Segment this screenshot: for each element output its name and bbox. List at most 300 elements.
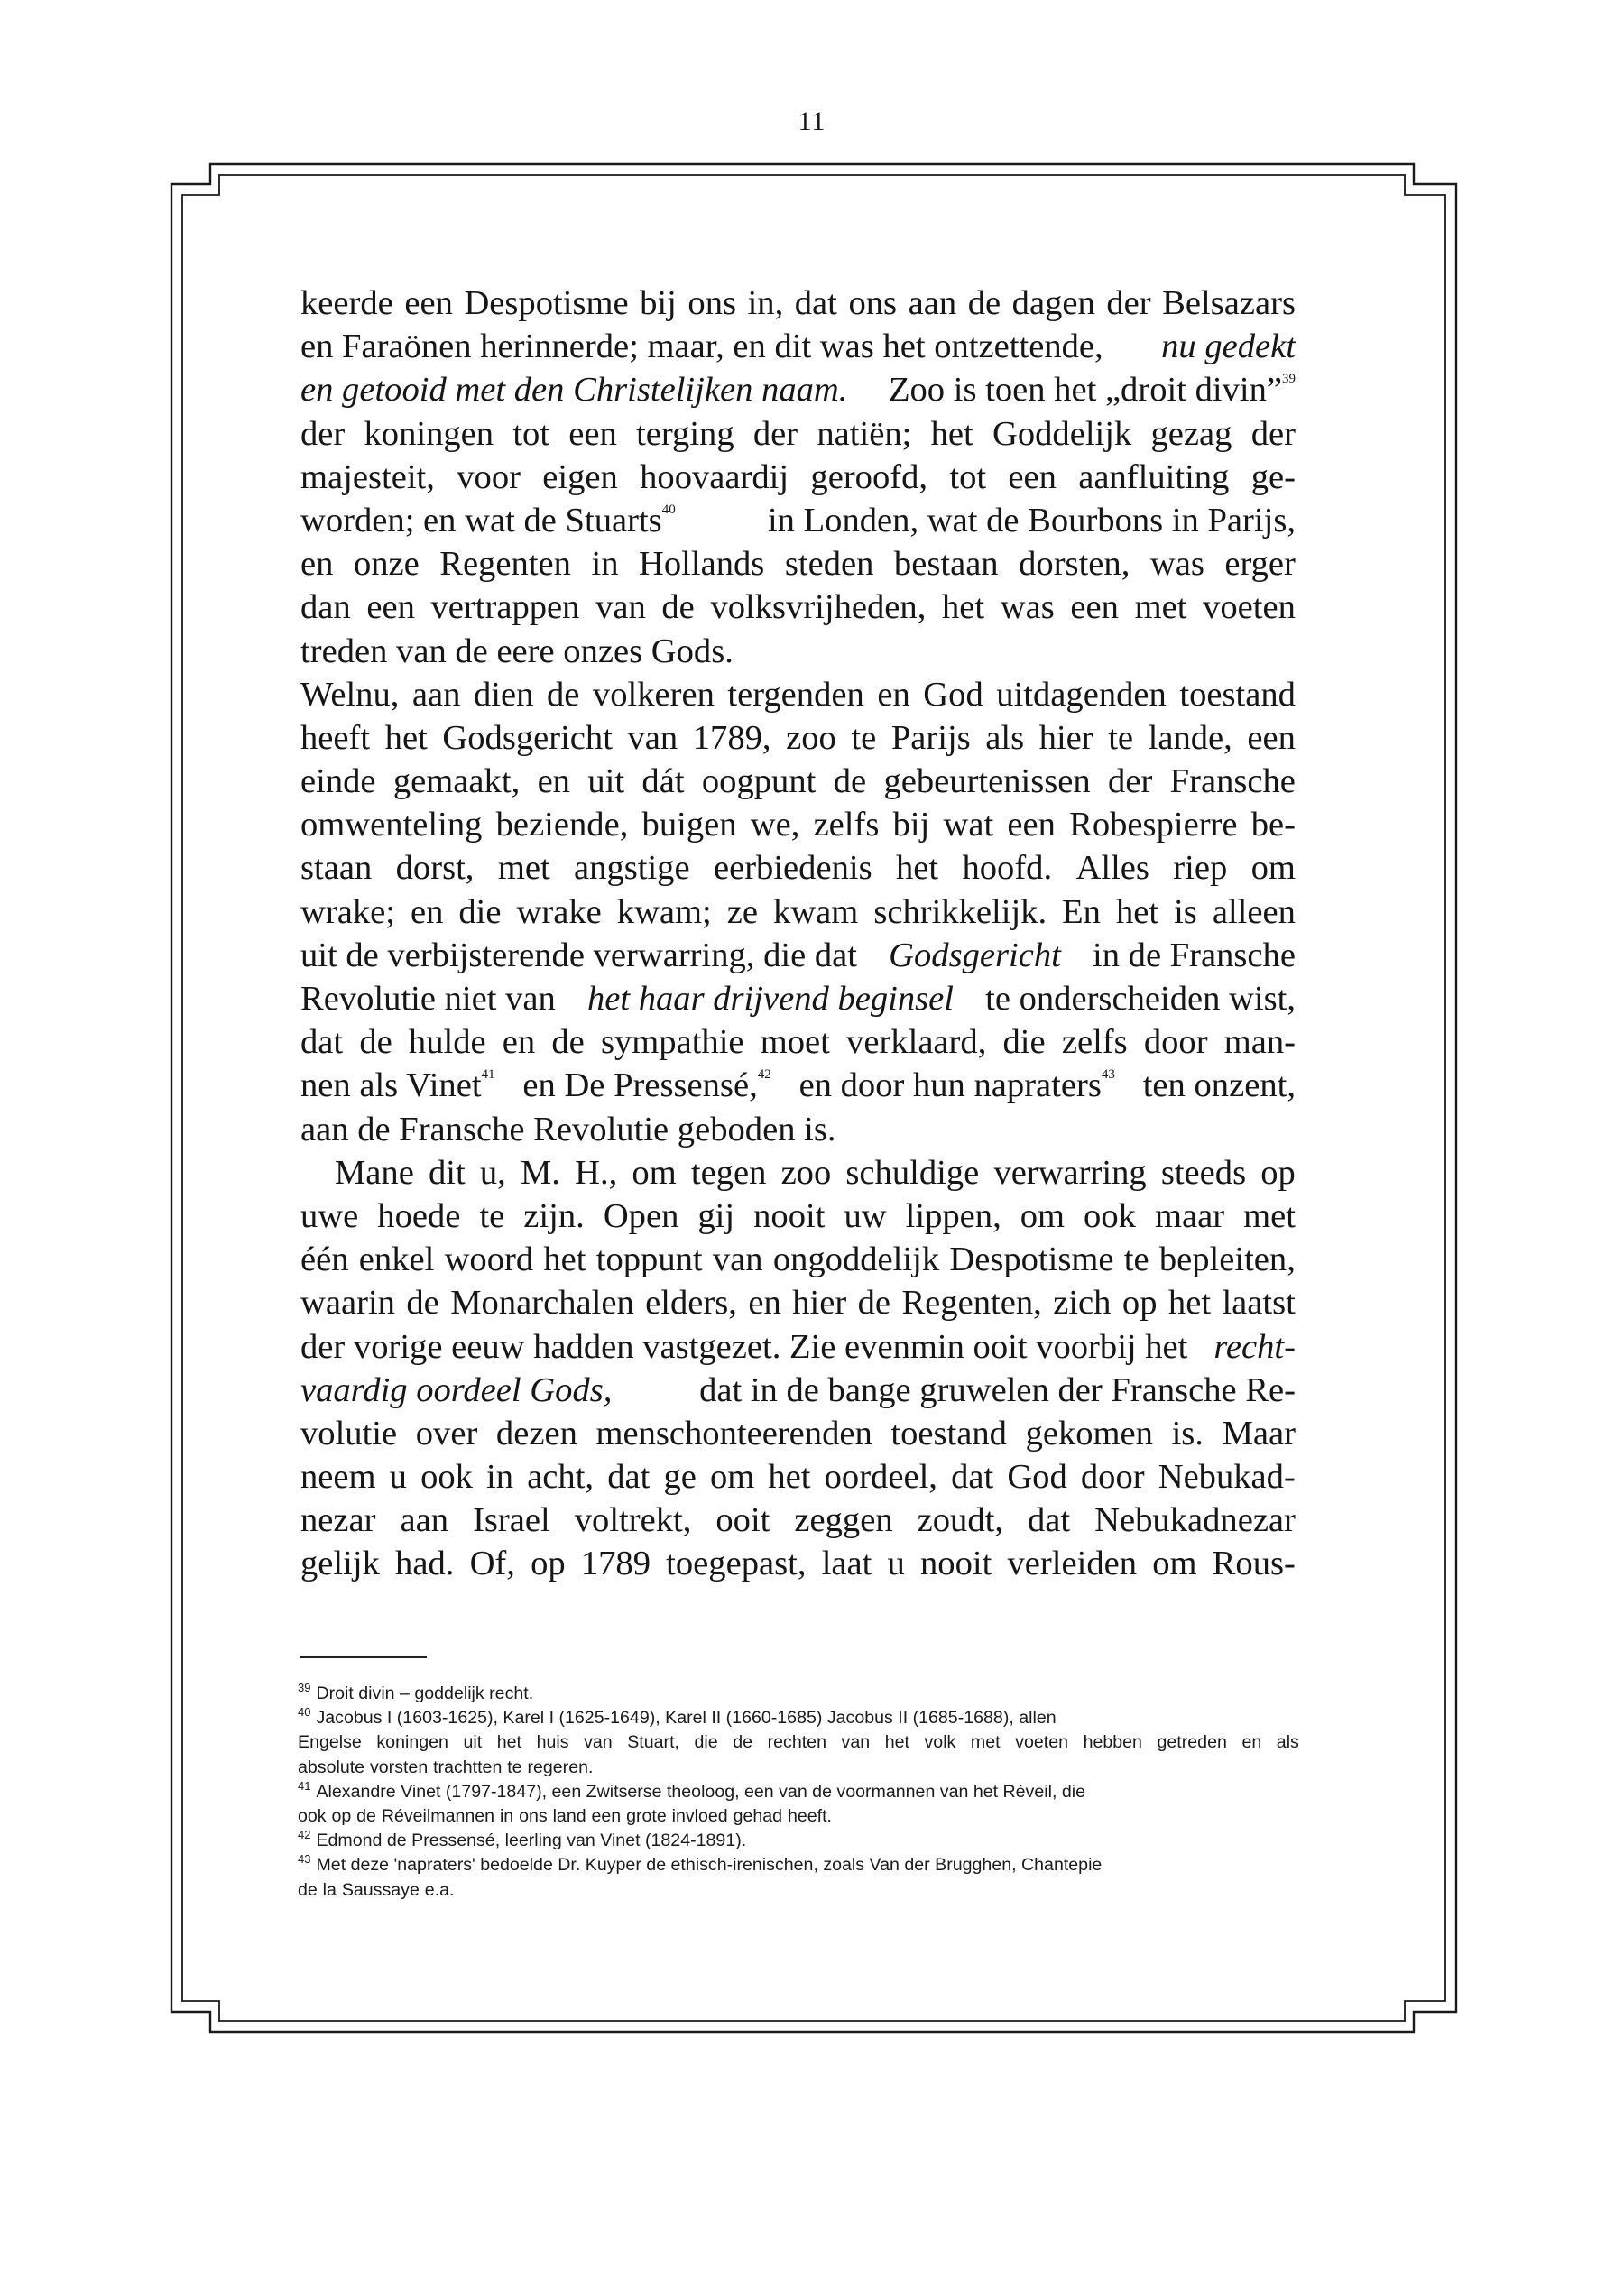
footnote-ref-43: 43	[1101, 1067, 1115, 1083]
word: voeten	[1203, 588, 1296, 627]
text-line	[300, 1369, 1296, 1412]
word: hoovaardij	[640, 457, 789, 496]
word: die	[694, 1732, 718, 1753]
word: Robespierre	[1069, 806, 1238, 844]
word: uwe	[300, 1196, 359, 1235]
footnote-ref-39: 39	[1282, 372, 1296, 387]
footnote-ref-42: 42	[757, 1067, 771, 1083]
word: de	[298, 1879, 318, 1900]
text-segment: ten onzent,	[1142, 1066, 1296, 1105]
word: het	[1167, 1284, 1212, 1323]
word: trachtten	[433, 1757, 503, 1777]
word: Godsgericht	[442, 718, 613, 757]
word: van	[396, 632, 447, 670]
word: en	[502, 1023, 536, 1062]
word: der	[1250, 414, 1296, 453]
footnote-number: 39	[298, 1681, 311, 1694]
word: om	[1020, 1196, 1066, 1235]
word: hulde	[408, 1023, 486, 1062]
word: en	[537, 762, 570, 801]
word: buigen	[641, 806, 737, 844]
word: steden	[784, 545, 874, 584]
footnote-42	[298, 1829, 1299, 1853]
word: majesteit,	[300, 457, 435, 496]
word: einde	[300, 762, 376, 801]
word: angstige	[574, 849, 690, 888]
word: ge-	[1250, 457, 1296, 496]
word: dat	[607, 1458, 651, 1497]
word: dorsten,	[1019, 545, 1130, 584]
footnote-line	[298, 1878, 1299, 1903]
word: op	[331, 1806, 352, 1827]
word: zoo	[786, 718, 836, 757]
word: zeggen	[794, 1501, 893, 1540]
text-line	[300, 456, 1296, 499]
word: Saussaye	[341, 1879, 420, 1900]
word: één	[300, 1241, 349, 1279]
word: het	[768, 1458, 811, 1497]
word: de	[357, 1110, 391, 1148]
word: op	[1260, 1153, 1296, 1192]
text-segment: in de Fransche	[1093, 936, 1296, 974]
word: keerde	[300, 284, 393, 322]
word: zoo	[780, 1153, 832, 1192]
text-line-content: en Faraönen herinnerde; maar, en dit was het ontzettende,	[300, 327, 1103, 366]
word: in	[499, 1806, 514, 1827]
word: toegepast,	[666, 1545, 807, 1583]
text-segment: nen als Vinet	[300, 1066, 482, 1105]
word: zelfs	[1061, 1023, 1128, 1062]
footnote-text: Met deze 'napraters' bedoelde Dr. Kuyper de ethisch-irenischen, zoals Van der Brugghen, Chantepie	[316, 1855, 1103, 1876]
word: laat	[821, 1545, 872, 1583]
word: een	[1007, 806, 1056, 844]
word: absolute	[298, 1757, 365, 1777]
word: toestand	[890, 1414, 1007, 1453]
text-segment: in Londen, wat de Bourbons in Parijs,	[767, 501, 1296, 540]
word: rechten	[767, 1732, 826, 1753]
word: dorst,	[395, 849, 475, 888]
word: in	[486, 1458, 514, 1497]
word: ook	[420, 1458, 473, 1497]
footnote-number: 43	[298, 1852, 311, 1867]
word: hier	[792, 1284, 847, 1323]
word: menschonteerenden	[595, 1414, 872, 1453]
footnote-number: 42	[298, 1828, 311, 1842]
word: geboden	[677, 1110, 796, 1148]
text-line	[300, 1499, 1296, 1542]
word: ongoddelijk	[772, 1241, 940, 1279]
text-line-content	[799, 1064, 1115, 1107]
word: die	[1002, 1023, 1046, 1062]
word: de	[359, 1023, 392, 1062]
word: volksvrijheden,	[710, 588, 927, 627]
word: aan	[300, 1110, 349, 1148]
text-line	[300, 1238, 1296, 1281]
word: Despotisme	[949, 1241, 1114, 1279]
word: dat	[794, 284, 837, 322]
word: u	[389, 1458, 407, 1497]
word: Nebukad-	[1158, 1458, 1296, 1497]
word: bepleiten,	[1158, 1241, 1296, 1279]
word: acht,	[527, 1458, 595, 1497]
footnote-43	[298, 1853, 1299, 1902]
word: omwenteling	[300, 806, 483, 844]
text-line	[300, 1412, 1296, 1455]
word: om	[1250, 849, 1296, 888]
word: moet	[760, 1023, 830, 1062]
word: was	[1149, 545, 1204, 584]
word: maar	[1154, 1196, 1225, 1235]
text-line-content	[300, 499, 676, 542]
word: beziende,	[495, 806, 629, 844]
word: alleen	[1212, 892, 1296, 931]
text-segment: worden; en wat de Stuarts	[300, 501, 662, 540]
word: in	[591, 545, 619, 584]
word: God	[1007, 1458, 1067, 1497]
word: de	[833, 762, 867, 801]
footnote-39	[298, 1682, 1299, 1706]
text-line	[300, 1151, 1296, 1194]
word: geroofd,	[810, 457, 928, 496]
footnote-line	[298, 1730, 1299, 1755]
text-segment: uit de verbijsterende verwarring, die dat	[300, 936, 858, 974]
word: u,	[479, 1153, 506, 1192]
word: aan	[411, 675, 461, 714]
word: tergenden	[727, 675, 864, 714]
word: wrake;	[300, 892, 395, 931]
word: voeten	[1015, 1732, 1068, 1753]
text-line	[300, 1064, 1296, 1107]
word: een	[366, 588, 415, 627]
word: Gods.	[651, 632, 734, 670]
word: oogpunt	[701, 762, 817, 801]
word: de	[857, 1284, 891, 1323]
word: land	[552, 1806, 586, 1827]
word: Regenten	[439, 545, 571, 584]
word: het	[884, 1732, 909, 1753]
word: te	[1108, 718, 1134, 757]
word: tegen	[690, 1153, 767, 1192]
footnote-line	[298, 1829, 1299, 1853]
footnote-line	[298, 1780, 1299, 1804]
italic-phrase: het haar drijvend beginsel	[586, 980, 955, 1018]
word: be-	[1250, 806, 1296, 844]
word: met	[970, 1732, 1001, 1753]
text-line	[300, 934, 1296, 977]
text-line	[300, 846, 1296, 890]
word: als	[985, 718, 1025, 757]
word: nooit	[753, 1196, 826, 1235]
word: uitdagenden	[996, 675, 1167, 714]
text-line	[300, 673, 1296, 716]
word: en	[300, 545, 334, 584]
word: gij	[697, 1196, 735, 1235]
word: steeds	[1160, 1153, 1247, 1192]
word: dezen	[495, 1414, 577, 1453]
word: over	[415, 1414, 478, 1453]
word: het	[942, 588, 985, 627]
word: Stuart,	[627, 1732, 679, 1753]
word: met	[1243, 1196, 1296, 1235]
word: Welnu,	[300, 675, 400, 714]
word: dan	[300, 588, 351, 627]
word: het	[930, 414, 973, 453]
word: H.,	[575, 1153, 618, 1192]
word: volkeren	[592, 675, 715, 714]
word: Revolutie	[533, 1110, 669, 1148]
word: op	[1121, 1284, 1158, 1323]
word: ons	[848, 284, 898, 322]
text-segment: en door hun napraters	[798, 1066, 1102, 1105]
word: vertrappen	[430, 588, 580, 627]
text-line	[300, 1108, 1296, 1151]
word: volk	[924, 1732, 956, 1753]
word: had.	[395, 1545, 455, 1583]
footnote-line	[298, 1853, 1299, 1877]
footnote-text: Alexandre Vinet (1797-1847), een Zwitserse theoloog, een van de voormannen van het Réveil, die	[316, 1781, 1085, 1802]
word: een	[404, 284, 453, 322]
text-line	[300, 716, 1296, 760]
word: om	[1152, 1545, 1197, 1583]
word: we,	[750, 806, 800, 844]
italic-phrase: recht-	[1213, 1327, 1296, 1366]
word: een	[591, 1806, 622, 1827]
word: getreden	[1157, 1732, 1227, 1753]
word: dát	[641, 762, 685, 801]
word: zelfs	[813, 806, 880, 844]
word: woord	[444, 1241, 534, 1279]
word: ge	[663, 1458, 697, 1497]
word: oordeel,	[824, 1458, 937, 1497]
word: onze	[353, 545, 420, 584]
text-line-content	[522, 1064, 770, 1107]
word: neem	[300, 1458, 376, 1497]
text-segment: Zoo is toen het „droit divin”	[888, 371, 1282, 410]
word: te	[1123, 1241, 1149, 1279]
footnote-41	[298, 1780, 1299, 1829]
text-line	[300, 1542, 1296, 1585]
word: van	[595, 588, 646, 627]
word: 1789	[580, 1545, 651, 1583]
word: terging	[636, 414, 734, 453]
word: dat	[951, 1458, 994, 1497]
word: dat	[300, 1023, 344, 1062]
word: het	[895, 849, 939, 888]
footnote-divider	[300, 1656, 427, 1658]
footnotes	[298, 1682, 1299, 1903]
word: Israel	[473, 1501, 550, 1540]
text-line	[300, 890, 1296, 934]
word: eere	[496, 632, 555, 670]
word: de	[551, 1023, 585, 1062]
word: hoofd.	[962, 849, 1053, 888]
word: te	[479, 1196, 505, 1235]
text-line-content	[300, 1064, 495, 1107]
footnote-text: Edmond de Pressensé, leerling van Vinet (1824-1891).	[316, 1831, 747, 1851]
word: kwam;	[616, 892, 712, 931]
word: gehad	[733, 1806, 783, 1827]
word: is.	[804, 1110, 836, 1148]
word: een	[1070, 588, 1119, 627]
text-line	[300, 630, 1296, 673]
word: verklaard,	[846, 1023, 987, 1062]
word: verleiden	[1007, 1545, 1138, 1583]
word: sympathie	[600, 1023, 744, 1062]
word: 1789,	[692, 718, 771, 757]
footnote-ref-40: 40	[661, 502, 676, 517]
word: ons	[687, 284, 737, 322]
word: voor	[457, 457, 521, 496]
word: voltrekt,	[574, 1501, 692, 1540]
footnote-line	[298, 1706, 1299, 1730]
text-segment: dat in de bange gruwelen der Fransche Re-	[699, 1370, 1296, 1409]
word: hebben	[1083, 1732, 1142, 1753]
word: het	[543, 1241, 586, 1279]
text-line	[300, 281, 1296, 325]
word: zich	[1053, 1284, 1112, 1323]
word: Parijs	[890, 718, 971, 757]
word: van	[841, 1732, 871, 1753]
word: gemaakt,	[392, 762, 521, 801]
word: uit	[587, 762, 625, 801]
footnote-line	[298, 1756, 1299, 1780]
word: toestand	[1179, 675, 1296, 714]
word: Regenten,	[901, 1284, 1042, 1323]
footnote-text: Jacobus I (1603-1625), Karel I (1625-1649), Karel II (1660-1685) Jacobus II (1685-1688), allen	[316, 1708, 1057, 1729]
word: zijn.	[523, 1196, 585, 1235]
word: invloed	[671, 1806, 728, 1827]
word: huis	[536, 1732, 569, 1753]
word: Open	[603, 1196, 679, 1235]
word: de	[661, 588, 695, 627]
footnote-number: 40	[298, 1705, 311, 1720]
word: schuldige	[845, 1153, 980, 1192]
word: bij	[640, 284, 677, 322]
footnote-text: Droit divin – goddelijk recht.	[316, 1683, 534, 1703]
word: ons	[519, 1806, 548, 1827]
word: bestaan	[893, 545, 999, 584]
word: zoudt,	[917, 1501, 1003, 1540]
word: dien	[474, 675, 534, 714]
word: elders,	[645, 1284, 737, 1323]
word: Monarchalen	[450, 1284, 634, 1323]
word: de	[356, 1806, 376, 1827]
word: heeft.	[787, 1806, 832, 1827]
word: aan	[400, 1501, 449, 1540]
word: de	[406, 1284, 439, 1323]
text-segment: en De Pressensé,	[522, 1066, 758, 1105]
word: natiën;	[817, 414, 912, 453]
footnote-line	[298, 1682, 1299, 1706]
text-line	[300, 1194, 1296, 1238]
footnote-ref-41: 41	[481, 1067, 495, 1083]
word: lippen,	[905, 1196, 1001, 1235]
word: koningen	[364, 414, 494, 453]
word: Rous-	[1212, 1545, 1296, 1583]
word: het	[496, 1732, 521, 1753]
text-line	[300, 1325, 1296, 1369]
word: de	[967, 284, 1001, 322]
word: het	[384, 718, 428, 757]
word: Mane	[335, 1153, 414, 1192]
word: Belsazars	[1162, 284, 1296, 322]
word: nezar	[300, 1501, 376, 1540]
word: met	[1134, 588, 1187, 627]
word: onzes	[563, 632, 643, 670]
word: is.	[1171, 1414, 1204, 1453]
word: uw	[844, 1196, 887, 1235]
italic-phrase: vaardig oordeel Gods,	[300, 1370, 613, 1409]
text-segment: der vorige eeuw hadden vastgezet. Zie evenmin ooit voorbij het	[300, 1327, 1188, 1366]
word: Hollands	[639, 545, 765, 584]
text-line-content	[889, 368, 1296, 411]
word: hoede	[377, 1196, 461, 1235]
word: aan	[908, 284, 957, 322]
text-line	[300, 760, 1296, 803]
word: de	[546, 675, 580, 714]
text-line	[300, 803, 1296, 846]
word: gekomen	[1025, 1414, 1153, 1453]
word: te	[507, 1757, 522, 1777]
word: u	[887, 1545, 905, 1583]
text-line	[300, 1455, 1296, 1499]
word: en	[748, 1284, 781, 1323]
word: van	[627, 718, 678, 757]
word: gebeurtenissen	[883, 762, 1091, 801]
word: door	[1143, 1023, 1208, 1062]
word: Réveilmannen	[381, 1806, 495, 1827]
word: vorsten	[369, 1757, 429, 1777]
word: ook	[298, 1806, 327, 1827]
word: volutie	[300, 1414, 398, 1453]
footnote-line	[298, 1804, 1299, 1829]
word: man-	[1223, 1023, 1296, 1062]
word: en	[877, 675, 910, 714]
word: gelijk	[300, 1545, 380, 1583]
text-segment: te onderscheiden wist,	[985, 980, 1296, 1018]
word: als	[1276, 1732, 1299, 1753]
word: de	[733, 1732, 753, 1753]
word: wrake	[516, 892, 602, 931]
word: nooit	[920, 1545, 992, 1583]
word: van	[712, 1241, 763, 1279]
word: Fransche	[1169, 762, 1296, 801]
text-line	[300, 368, 1296, 411]
word: Maar	[1222, 1414, 1296, 1453]
word: de	[455, 632, 488, 670]
word: bij	[892, 806, 930, 844]
text-line	[300, 412, 1296, 456]
word: verwarring	[993, 1153, 1147, 1192]
word: Of,	[469, 1545, 515, 1583]
word: een	[1247, 718, 1296, 757]
word: ze	[726, 892, 759, 931]
word: der	[752, 414, 798, 453]
word: En	[1062, 892, 1101, 931]
word: op	[531, 1545, 566, 1583]
word: een	[568, 414, 617, 453]
text-line	[300, 1281, 1296, 1324]
page-number: 11	[798, 106, 826, 136]
word: van	[584, 1732, 613, 1753]
word: der	[1108, 762, 1153, 801]
text-segment: Revolutie niet van	[300, 980, 556, 1018]
word: eerbiedenis	[713, 849, 872, 888]
word: heeft	[300, 718, 371, 757]
word: la	[322, 1879, 337, 1900]
word: aanfluiting	[1078, 457, 1230, 496]
word: erger	[1224, 545, 1296, 584]
